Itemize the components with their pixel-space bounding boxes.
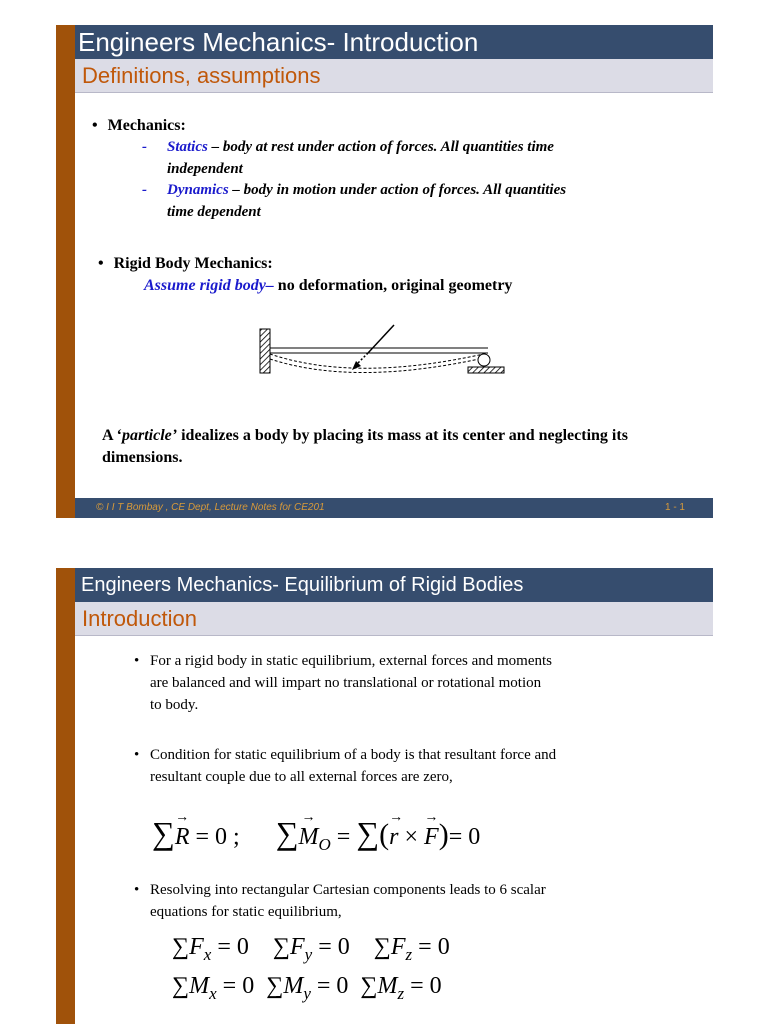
particle-line2: dimensions. <box>102 449 183 466</box>
slide-subtitle: Introduction <box>75 602 713 636</box>
particle-term: particle’ <box>122 427 178 444</box>
slide-2 <box>56 568 713 1024</box>
bullet-equilibrium-condition <box>150 744 690 788</box>
bullet-mark: • <box>92 117 98 134</box>
bullet-label: Mechanics: <box>107 117 186 134</box>
text-line: equations for static equilibrium, <box>150 904 342 920</box>
particle-prefix: A ‘ <box>102 427 122 444</box>
roller-support <box>468 354 504 373</box>
bullet-mark: • <box>134 747 140 763</box>
bullet-mark: • <box>134 882 140 898</box>
rigid-body-assumption <box>144 275 512 297</box>
fixed-support <box>260 329 270 373</box>
equation-force-components: $\sum F_x = 0$ $\sum F_y = 0$ $\sum F_z = 0$ <box>172 934 450 964</box>
dynamics-text-line2: time dependent <box>167 204 261 220</box>
dynamics-definition <box>142 179 702 223</box>
text-line: Resolving into rectangular Cartesian components leads to 6 scalar <box>150 882 546 898</box>
bullet-mechanics <box>92 115 186 137</box>
deflected-shape <box>270 353 488 373</box>
dynamics-text-line1: – body in motion under action of forces. All quantities <box>228 182 567 198</box>
bullet-mark: • <box>134 653 140 669</box>
bullet-rigid-body <box>98 253 273 275</box>
particle-line1: idealizes a body by placing its mass at its center and neglecting its <box>177 427 628 444</box>
bullet-mark: • <box>98 255 104 272</box>
text-line: For a rigid body in static equilibrium, external forces and moments <box>150 653 552 669</box>
beam <box>270 348 488 353</box>
equation-moment-components: $\sum M_x = 0$ $\sum M_y = 0$ $\sum M_z = 0$ <box>172 973 442 1003</box>
particle-definition <box>102 425 712 469</box>
slide-side-bar <box>56 568 75 1024</box>
text-line: resultant couple due to all external forces are zero, <box>150 769 453 785</box>
dash-mark: - <box>142 139 147 155</box>
footer-copyright: © I I T Bombay , CE Dept, Lecture Notes for CE201 <box>96 502 325 513</box>
slide-subtitle: Definitions, assumptions <box>75 59 713 93</box>
beam-diagram <box>256 323 516 385</box>
equation-vector-equilibrium: ∑→ R = 0 ; ∑→ $M_O$ = ∑(→ r × → F)= 0 <box>152 815 480 852</box>
text-line: to body. <box>150 697 199 713</box>
assume-text: no deformation, original geometry <box>273 277 513 294</box>
statics-term: Statics <box>167 139 208 155</box>
bullet-label: Rigid Body Mechanics: <box>113 255 273 272</box>
slide-footer <box>75 498 713 518</box>
slide-1 <box>56 25 713 518</box>
bullet-equilibrium-definition <box>150 650 690 716</box>
statics-text-line2: independent <box>167 161 243 177</box>
slide-title: Engineers Mechanics- Introduction <box>75 25 713 59</box>
dynamics-term: Dynamics <box>167 182 229 198</box>
text-line: are balanced and will impart no translational or rotational motion <box>150 675 542 691</box>
assume-term: Assume rigid body– <box>144 277 274 294</box>
page-number: 1 - 1 <box>664 502 685 513</box>
bullet-scalar-equations <box>150 879 690 923</box>
slide-title: Engineers Mechanics- Equilibrium of Rigid Bodies <box>75 568 713 602</box>
statics-definition <box>142 136 702 180</box>
dash-mark: - <box>142 182 147 198</box>
statics-text-line1: – body at rest under action of forces. All quantities time <box>207 139 554 155</box>
text-line: Condition for static equilibrium of a body is that resultant force and <box>150 747 557 763</box>
slide-side-bar <box>56 25 75 518</box>
